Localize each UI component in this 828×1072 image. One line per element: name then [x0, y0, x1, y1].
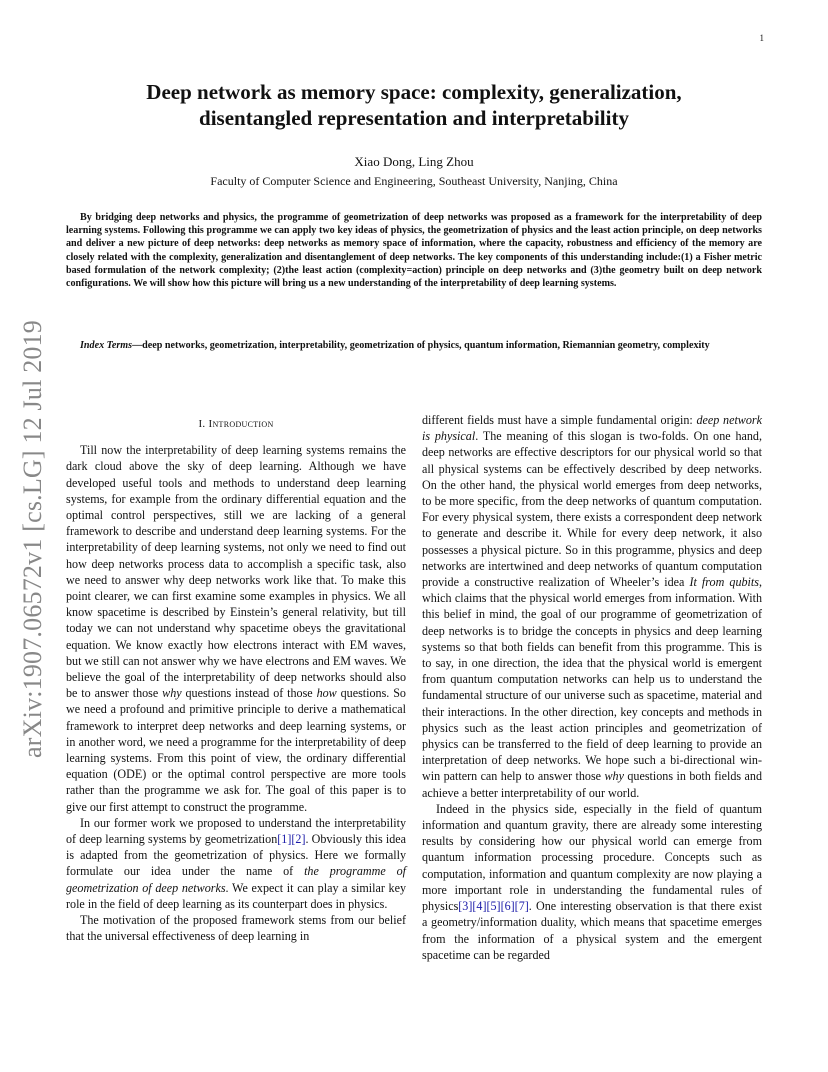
emphasis: deep network is physical	[422, 413, 762, 444]
emphasis: how	[316, 686, 337, 701]
left-column	[66, 412, 406, 945]
citation-link[interactable]: [1][2]	[277, 832, 306, 847]
abstract: By bridging deep networks and physics, the programme of geometrization of deep networks was proposed as a framework for the interpretability of deep learning systems. Following this programme we can apply two key ideas of physics, the geometrization of physics and the least action principle, on deep networks and deliver a new picture of deep networks: deep networks as memory space of information, where the capacity, robustness and efficiency of the memory are closely related with the complexity, generalization and disentanglement of deep networks. The key components of this understanding include:(1) a Fisher metric based formulation of the network complexity; (2)the least action (complexity=action) principle on deep networks and (3)the geometry built on deep network configurations. We will show how this picture will bring us a new understanding of the interpretability of deep learning systems.	[66, 212, 762, 290]
text-span: . The meaning of this slogan is two-folds. On one hand, deep networks are effective descriptors for our physical world so that all physical systems can be effectively described by deep networks. On the other hand, the physical world emerges from deep networks, to be more specific, from the deep networks of quantum computation. For every physical system, there exists a correspondent deep network to generate and describe it. While for every deep network, it also possesses a physical picture. So in this programme, physics and deep networks are intertwined and deep networks of quantum computation provide a constructive realization of Wheeler’s idea	[422, 429, 762, 590]
emphasis: why	[162, 686, 182, 701]
text-span: questions in both fields and achieve a better interpretability of our world.	[422, 769, 762, 800]
text-span: different fields must have a simple fundamental origin:	[422, 413, 697, 427]
paragraph	[66, 815, 406, 912]
text-span: In our former work we proposed to understand the interpretability of deep learning systems by geometrization	[66, 815, 406, 847]
paper-title	[90, 79, 738, 131]
paragraph: The motivation of the proposed framework stems from our belief that the universal effectiveness of deep learning in	[66, 913, 406, 944]
text-span: . Obviously this idea is adapted from the geometrization of physics. Here we formally formulate our idea under the name of	[66, 832, 406, 879]
title-line-1: Deep network as memory space: complexity, generalization,	[146, 80, 682, 104]
title-line-2: disentangled representation and interpretability	[199, 106, 629, 130]
affiliation: Faculty of Computer Science and Engineering, Southeast University, Nanjing, China	[210, 174, 618, 188]
text-span: questions. So we need a profound and primitive principle to derive a mathematical framework to interpret deep networks and deep learning systems, or in another word, we need a programme for the interpretability of deep learning systems. From this point of view, the ordinary differential equation (ODE) or the optimal control perspective are more tools rather than the programme we ask for. The goal of this paper is to give our first attempt to construct the programme.	[66, 686, 406, 814]
paragraph	[66, 442, 406, 815]
paragraph	[422, 801, 762, 963]
text-span: , which claims that the physical world emerges from information. With this belief in mind, the goal of our programme of geometrization of deep networks is to bridge the concepts in physics and deep learning systems so that both fields can benefit from this programme. This is to say, in one direction, the idea that the physical world is emergent from quantum computation networks can help us to understand the fundamental structure of our universe such as spacetime, material and their interactions. In the other direction, key concepts and methods in physics such as the least action principles and geometrization of physics can be transferred to the field of deep learning to provide an interpretation of deep networks. We hope such a bi-directional win-win pattern can help to answer those	[422, 575, 763, 784]
index-terms-label: Index Terms	[80, 340, 133, 351]
emphasis: the programme of geometrization of deep networks	[66, 864, 407, 895]
text-span: . One interesting observation is that there exist a geometry/information duality, which means that spacetime emerges from the information of a physical system and the emergent spacetime can be regarded	[422, 899, 762, 962]
authors: Xiao Dong, Ling Zhou	[354, 154, 474, 169]
section-heading-introduction: I. Introduction	[198, 418, 274, 430]
paragraph	[422, 412, 762, 801]
text-span: Till now the interpretability of deep learning systems remains the dark cloud above the sky of deep learning. Although we have developed useful tools and methods to understand deep learning systems, for example from the ordinary differential equation and the optimal control perspectives, still we are lacking of a general framework to describe and understand deep learning systems. For the interpretability of deep learning systems, not only we need to find out how deep networks process data to accomplish a specific task, also we need to answer why deep networks work like that. To make this point clearer, we can first examine some examples in physics. We all know spacetime is described by Einstein’s general relativity, but till today we can not understand why spacetime obeys the gravitational equation. We know exactly how electrons interact with EM waves, but we still can not answer why we have electrons and EM waves. We believe the goal of the interpretability of deep networks should also be to answer those	[66, 443, 406, 701]
emphasis: why	[604, 769, 624, 784]
index-terms-text: —deep networks, geometrization, interpretability, geometrization of physics, quantum information, Riemannian geometry, complexity	[132, 340, 710, 351]
right-column	[422, 412, 762, 963]
arxiv-stamp: arXiv:1907.06572v1 [cs.LG] 12 Jul 2019	[18, 320, 47, 758]
page-number: 1	[759, 33, 764, 43]
text-span: Indeed in the physics side, especially in the field of quantum information and quantum gravity, there are already some interesting results by considering how our physical world can emerge from quantum information processing procedure. Concepts such as computation, information and quantum complexity are now playing a more important role in understanding the fundamental rules of physics	[422, 801, 762, 914]
citation-link[interactable]: [3][4][5][6][7]	[458, 899, 529, 914]
emphasis: It from qubits	[689, 575, 759, 590]
text-span: . We expect it can play a similar key role in the field of deep learning as its counterpart does in physics.	[66, 880, 406, 911]
index-terms	[66, 339, 762, 352]
text-span: questions instead of those	[181, 686, 317, 701]
